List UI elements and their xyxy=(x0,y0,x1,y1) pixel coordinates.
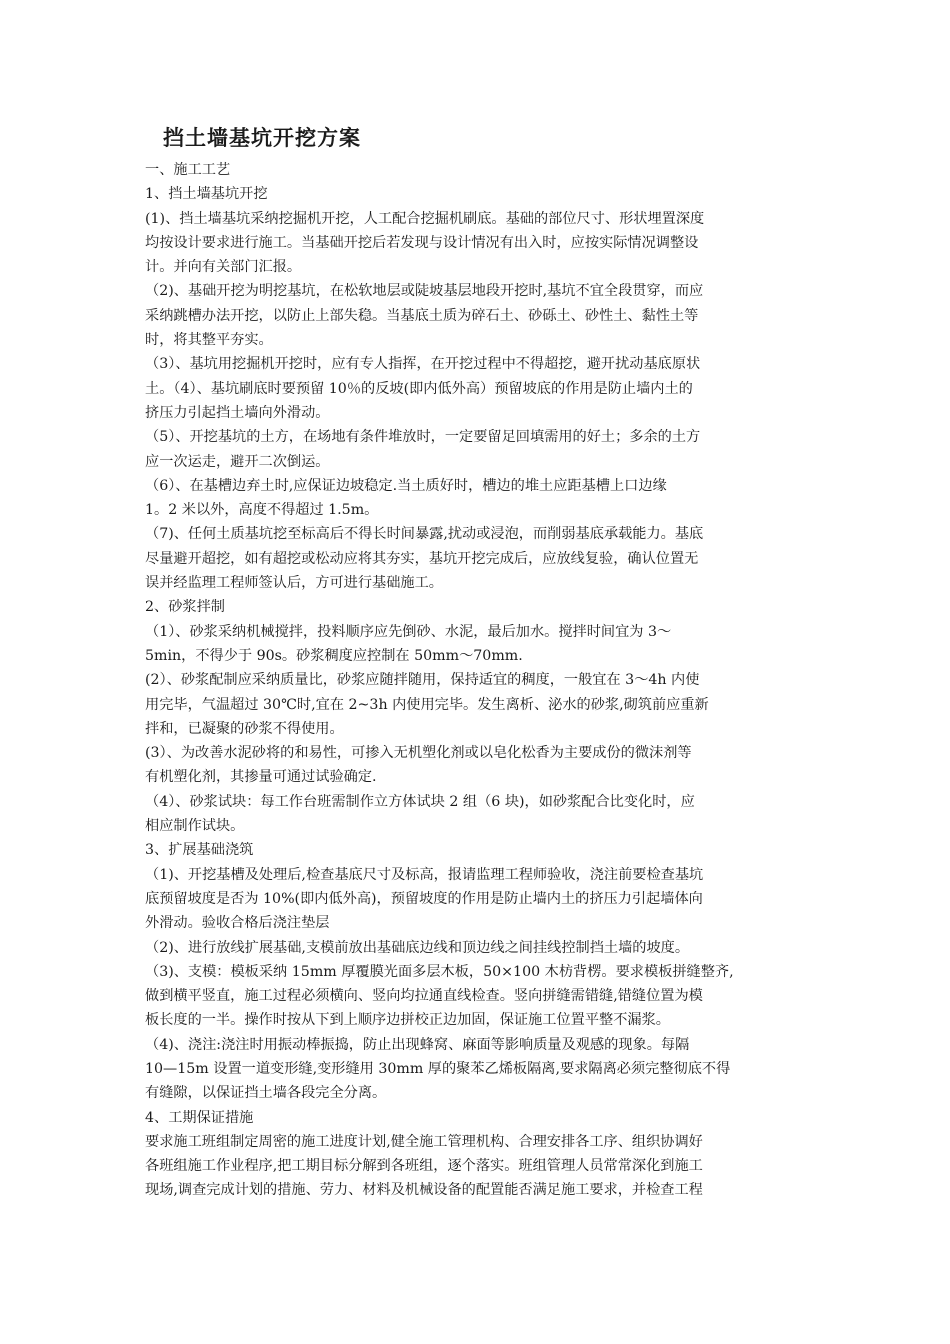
text-line: 一、施工工艺 xyxy=(145,162,231,178)
text-line: 土。（4）、基坑刷底时要预留 10％的反坡(即内低外高）预留坡底的作用是防止墙内土的 xyxy=(145,380,693,397)
text-line: （2)、基础开挖为明挖基坑，在松软地层或陡坡基层地段开挖时,基坑不宜全段贯穿，而应 xyxy=(145,283,704,300)
text-line: （6）、在基槽边弃土时,应保证边坡稳定.当土质好时，槽边的堆土应距基槽上口边缘 xyxy=(145,477,667,494)
text-line: 2、砂浆拌制 xyxy=(145,599,225,616)
document-title: 挡土墙基坑开挖方案 xyxy=(163,126,361,150)
text-line: 现场,调查完成计划的措施、劳力、材料及机械设备的配置能否满足施工要求，并检查工程 xyxy=(145,1182,703,1199)
text-line: （7)、任何土质基坑挖至标高后不得长时间暴露,扰动或浸泡，而削弱基底承载能力。基底 xyxy=(145,526,704,543)
text-line: 用完毕，气温超过 30℃时,宜在 2~3h 内使用完毕。发生离析、泌水的砂浆,砌筑前应重新 xyxy=(145,696,709,713)
text-line: （2)、进行放线扩展基础,支模前放出基础底边线和顶边线之间挂线控制挡土墙的坡度。 xyxy=(145,939,690,956)
text-line: 拌和，已凝聚的砂浆不得使用。 xyxy=(145,720,344,737)
text-line: 应一次运走，避开二次倒运。 xyxy=(145,453,330,470)
text-line: 要求施工班组制定周密的施工进度计划,健全施工管理机构、合理安排各工序、组织协调好 xyxy=(145,1133,703,1150)
text-line: 3、扩展基础浇筑 xyxy=(145,842,254,859)
text-line: (2）、砂浆配制应采纳质量比，砂浆应随拌随用，保持适宜的稠度，一般宜在 3～4h 内使 xyxy=(145,672,700,689)
document-body xyxy=(145,158,813,1203)
text-line: 10—15m 设置一道变形缝,变形缝用 30mm 厚的聚苯乙烯板隔离,要求隔离必须完整彻底不得 xyxy=(145,1060,731,1077)
text-line: 相应制作试块。 xyxy=(145,818,245,835)
text-line: 板长度的一半。操作时按从下到上顺序边拼校正边加固，保证施工位置平整不漏浆。 xyxy=(145,1012,670,1029)
document-page xyxy=(145,118,813,1203)
text-line: 做到横平竖直，施工过程必须横向、竖向均拉通直线检查。竖向拼缝需错缝,错缝位置为模 xyxy=(145,988,703,1005)
text-line: 底预留坡度是否为 10%(即内低外高)，预留坡度的作用是防止墙内土的挤压力引起墙体向 xyxy=(145,890,703,907)
text-line: 均按设计要求进行施工。当基础开挖后若发现与设计情况有出入时，应按实际情况调整设 xyxy=(145,234,699,251)
text-line: 外滑动。验收合格后浇注垫层 xyxy=(145,915,330,932)
text-line: （1）、砂浆采纳机械搅拌，投料顺序应先倒砂、水泥，最后加水。搅拌时间宜为 3～ xyxy=(145,623,672,640)
text-line: （5）、开挖基坑的土方，在场地有条件堆放时，一定要留足回填需用的好土；多余的土方 xyxy=(145,429,701,446)
text-line: 时，将其整平夯实。 xyxy=(145,332,273,349)
text-line: 各班组施工作业程序,把工期目标分解到各班组，逐个落实。班组管理人员常常深化到施工 xyxy=(145,1158,703,1175)
text-line: 有缝隙，以保证挡土墙各段完全分离。 xyxy=(145,1085,387,1102)
text-line: 有机塑化剂，其掺量可通过试验确定. xyxy=(145,769,377,786)
text-line: 5min，不得少于 90s。砂浆稠度应控制在 50mm～70mm. xyxy=(145,647,523,664)
text-line: 1。2 米以外，高度不得超过 1.5m。 xyxy=(145,502,379,519)
text-line: （3)、支模：模板采纳 15mm 厚覆膜光面多层木板，50×100 木枋背楞。要求模板拼缝整齐, xyxy=(145,963,734,980)
text-line: 计。并向有关部门汇报。 xyxy=(145,259,302,276)
text-line: （4）、砂浆试块：每工作台班需制作立方体试块 2 组（6 块)，如砂浆配合比变化时，应 xyxy=(145,793,695,810)
text-line: （1)、开挖基槽及处理后,检查基底尺寸及标高，报请监理工程师验收，浇注前要检查基坑 xyxy=(145,866,704,883)
text-line: 挤压力引起挡土墙向外滑动。 xyxy=(145,404,330,421)
text-line: 误并经监理工程师签认后，方可进行基础施工。 xyxy=(145,575,443,592)
text-line: （4)、浇注:浇注时用振动棒振捣，防止出现蜂窝、麻面等影响质量及观感的现象。每隔 xyxy=(145,1036,690,1053)
text-line: (3）、为改善水泥砂将的和易性，可掺入无机塑化剂或以皂化松香为主要成份的微沫剂等 xyxy=(145,745,692,762)
text-line: 1、挡土墙基坑开挖 xyxy=(145,186,268,203)
text-line: 4、工期保证措施 xyxy=(145,1109,254,1126)
text-line: （3）、基坑用挖掘机开挖时，应有专人指挥，在开挖过程中不得超挖，避开扰动基底原状 xyxy=(145,356,701,373)
text-line: (1)、挡土墙基坑采纳挖掘机开挖，人工配合挖掘机刷底。基础的部位尺寸、形状埋置深度 xyxy=(145,210,705,227)
text-line: 尽量避开超挖，如有超挖或松动应将其夯实，基坑开挖完成后，应放线复验，确认位置无 xyxy=(145,550,699,567)
text-line: 采纳跳槽办法开挖，以防止上部失稳。当基底土质为碎石土、砂砾土、砂性土、黏性土等 xyxy=(145,307,699,324)
